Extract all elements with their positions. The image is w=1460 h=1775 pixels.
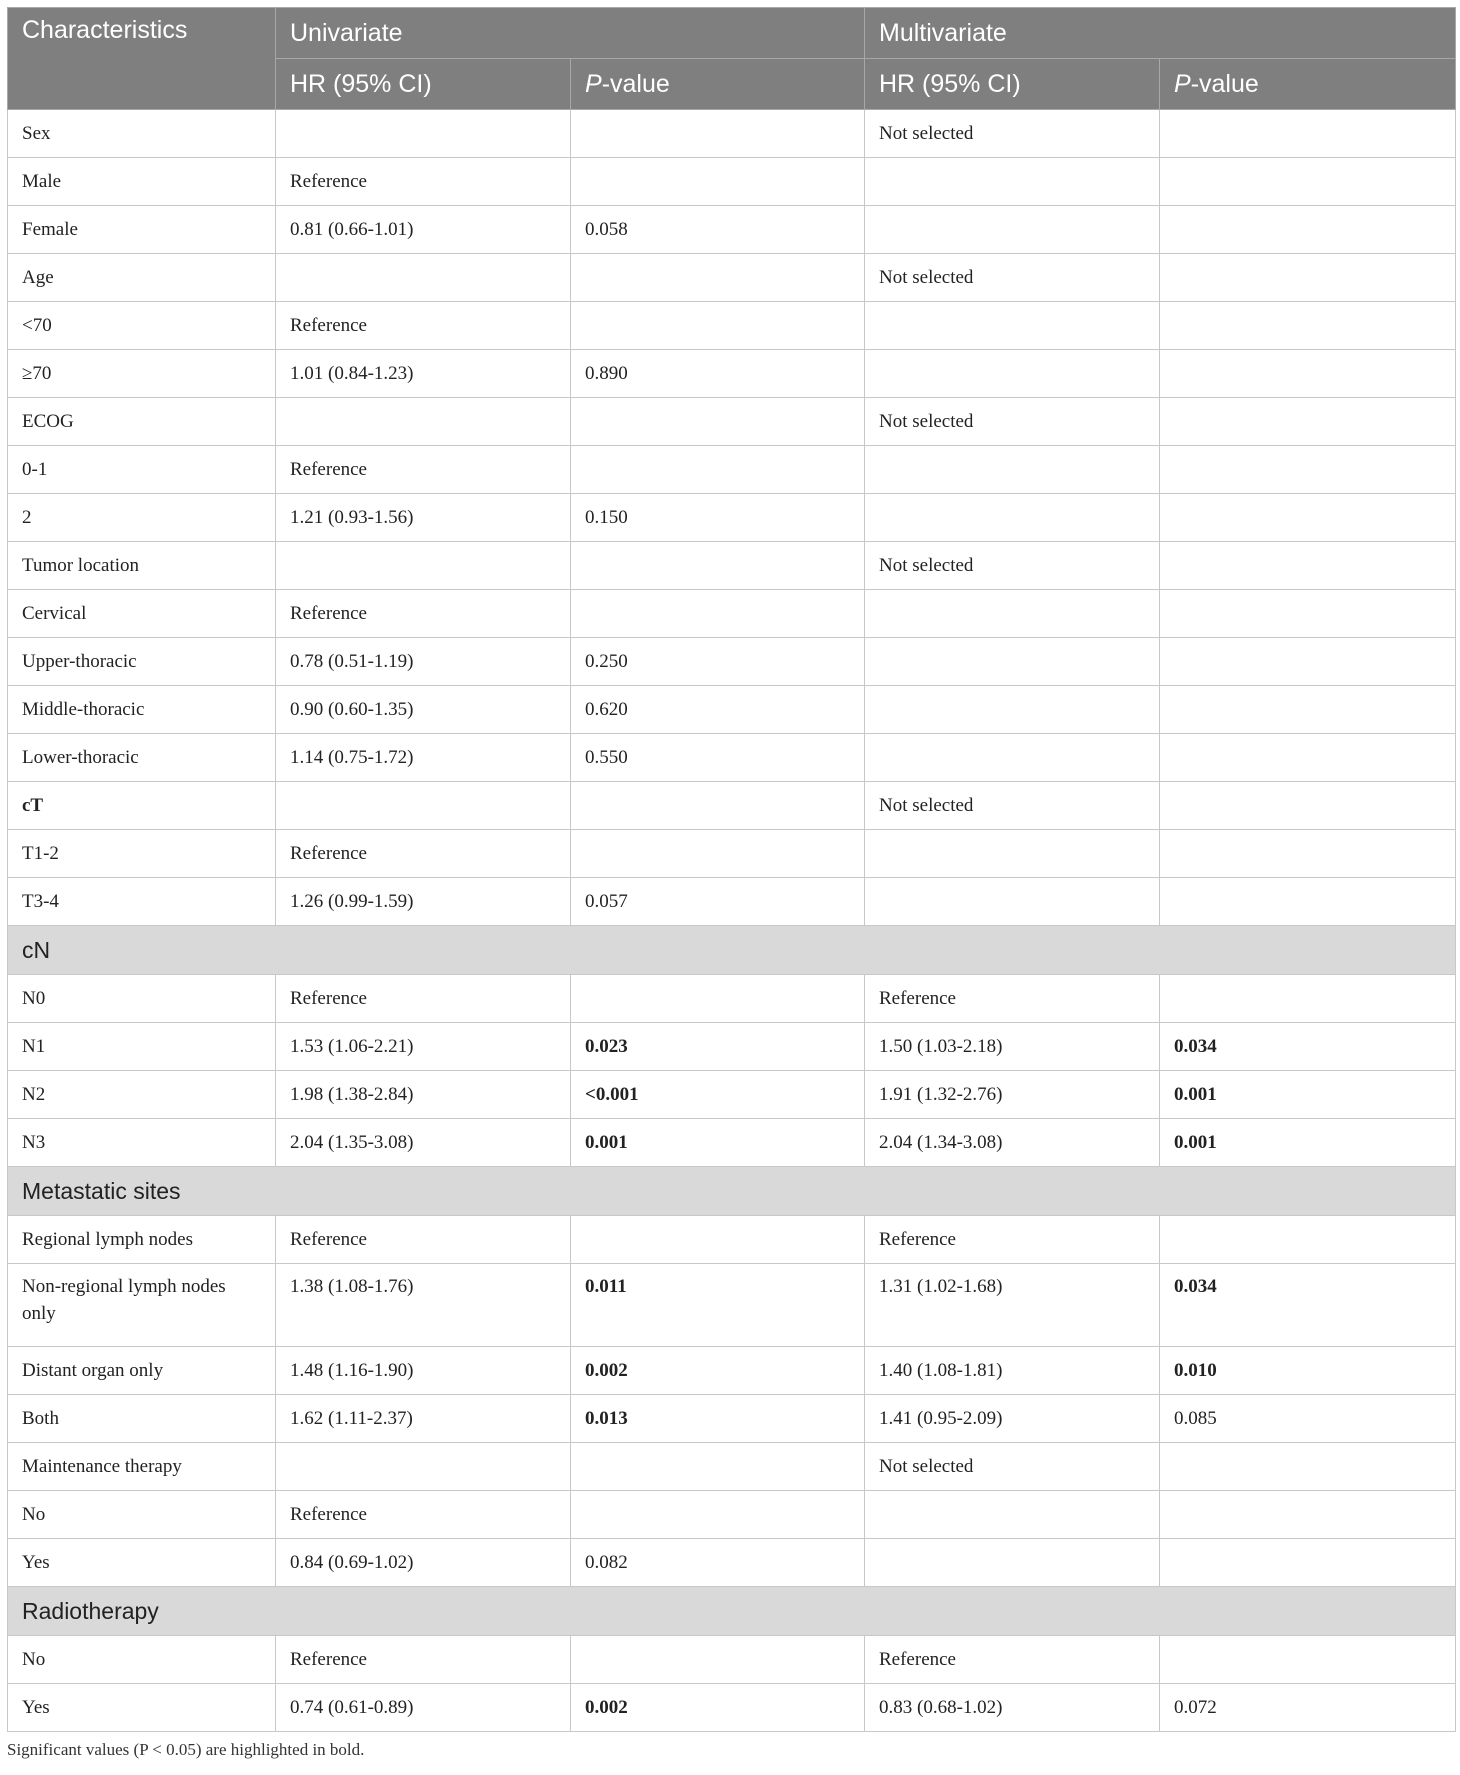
cell-univariate-p: 0.013 [571, 1395, 865, 1443]
header-univariate-hr: HR (95% CI) [276, 59, 571, 110]
cell-multivariate-hr [865, 830, 1160, 878]
section-row [8, 1167, 1456, 1216]
table-row [8, 975, 1456, 1023]
cell-univariate-p: 0.002 [571, 1684, 865, 1732]
cell-multivariate-p [1160, 302, 1456, 350]
cell-univariate-p [571, 830, 865, 878]
cell-univariate-hr: Reference [276, 1491, 571, 1539]
cell-characteristic: Yes [8, 1539, 276, 1587]
cell-multivariate-hr [865, 350, 1160, 398]
cell-characteristic: Non-regional lymph nodes only [8, 1264, 276, 1347]
header-multivariate-p [1160, 59, 1456, 110]
cell-univariate-p: 0.082 [571, 1539, 865, 1587]
table-row [8, 206, 1456, 254]
p-rest: -value [601, 69, 670, 98]
cell-multivariate-hr [865, 1491, 1160, 1539]
cell-characteristic: ≥70 [8, 350, 276, 398]
cell-univariate-p: 0.620 [571, 686, 865, 734]
cell-univariate-hr [276, 254, 571, 302]
cell-characteristic: Yes [8, 1684, 276, 1732]
cell-univariate-hr: 1.62 (1.11-2.37) [276, 1395, 571, 1443]
section-row [8, 926, 1456, 975]
cell-multivariate-hr [865, 494, 1160, 542]
cell-multivariate-p: 0.034 [1160, 1264, 1456, 1347]
cell-univariate-hr [276, 110, 571, 158]
cell-univariate-p: 0.023 [571, 1023, 865, 1071]
cell-multivariate-hr: 1.50 (1.03-2.18) [865, 1023, 1160, 1071]
cell-characteristic: 2 [8, 494, 276, 542]
table-row [8, 638, 1456, 686]
cell-characteristic: N1 [8, 1023, 276, 1071]
cell-characteristic: Male [8, 158, 276, 206]
cell-univariate-hr: 0.78 (0.51-1.19) [276, 638, 571, 686]
cell-multivariate-hr: Not selected [865, 782, 1160, 830]
cell-univariate-p [571, 158, 865, 206]
cell-univariate-hr: Reference [276, 302, 571, 350]
table-row [8, 1539, 1456, 1587]
cell-multivariate-hr [865, 446, 1160, 494]
cell-multivariate-p [1160, 1539, 1456, 1587]
table-row [8, 350, 1456, 398]
table-row [8, 1491, 1456, 1539]
table-row [8, 1216, 1456, 1264]
cell-multivariate-hr [865, 206, 1160, 254]
cell-univariate-hr: 1.53 (1.06-2.21) [276, 1023, 571, 1071]
cell-characteristic: ECOG [8, 398, 276, 446]
cell-univariate-p: <0.001 [571, 1071, 865, 1119]
cell-univariate-p [571, 446, 865, 494]
header-univariate-p [571, 59, 865, 110]
cell-characteristic: T3-4 [8, 878, 276, 926]
cell-characteristic: cT [8, 782, 276, 830]
table-row [8, 1395, 1456, 1443]
table-row [8, 1071, 1456, 1119]
cell-univariate-hr: Reference [276, 975, 571, 1023]
cell-multivariate-p [1160, 686, 1456, 734]
section-row [8, 1587, 1456, 1636]
cell-univariate-p [571, 302, 865, 350]
cell-univariate-p: 0.001 [571, 1119, 865, 1167]
cell-univariate-p: 0.150 [571, 494, 865, 542]
table-row [8, 1636, 1456, 1684]
cell-characteristic: N3 [8, 1119, 276, 1167]
cell-multivariate-p: 0.010 [1160, 1347, 1456, 1395]
table-row [8, 782, 1456, 830]
cell-multivariate-p [1160, 1443, 1456, 1491]
cell-multivariate-p [1160, 590, 1456, 638]
cell-multivariate-p [1160, 494, 1456, 542]
table-body [8, 110, 1456, 1732]
cell-univariate-p [571, 1216, 865, 1264]
cell-multivariate-p: 0.034 [1160, 1023, 1456, 1071]
cell-characteristic: Both [8, 1395, 276, 1443]
cell-univariate-p: 0.002 [571, 1347, 865, 1395]
cell-characteristic: Cervical [8, 590, 276, 638]
cell-characteristic: T1-2 [8, 830, 276, 878]
cell-characteristic: N2 [8, 1071, 276, 1119]
table-row [8, 734, 1456, 782]
table-footnote: Significant values (P < 0.05) are highlighted in bold. [7, 1740, 365, 1759]
cell-univariate-hr: 0.84 (0.69-1.02) [276, 1539, 571, 1587]
cell-multivariate-p [1160, 446, 1456, 494]
cell-univariate-p [571, 590, 865, 638]
cell-univariate-hr: 0.90 (0.60-1.35) [276, 686, 571, 734]
cell-multivariate-hr: 1.41 (0.95-2.09) [865, 1395, 1160, 1443]
table-row [8, 1264, 1456, 1347]
cell-univariate-p: 0.011 [571, 1264, 865, 1347]
cell-multivariate-hr [865, 638, 1160, 686]
section-label: Radiotherapy [8, 1587, 1456, 1636]
cell-characteristic: Female [8, 206, 276, 254]
p-italic: P [585, 69, 602, 98]
cell-univariate-p [571, 1491, 865, 1539]
cell-multivariate-hr: Not selected [865, 542, 1160, 590]
cell-multivariate-hr [865, 590, 1160, 638]
header-univariate: Univariate [276, 8, 865, 59]
cell-multivariate-p [1160, 350, 1456, 398]
cell-multivariate-hr: Reference [865, 1216, 1160, 1264]
cell-multivariate-p [1160, 1491, 1456, 1539]
table-row [8, 158, 1456, 206]
cell-univariate-hr: Reference [276, 1216, 571, 1264]
table-row [8, 878, 1456, 926]
table-row [8, 302, 1456, 350]
cell-multivariate-p: 0.072 [1160, 1684, 1456, 1732]
cell-multivariate-p [1160, 1636, 1456, 1684]
cell-multivariate-hr: Not selected [865, 398, 1160, 446]
table-row [8, 542, 1456, 590]
header-characteristics: Characteristics [8, 8, 276, 110]
cell-univariate-hr: 1.38 (1.08-1.76) [276, 1264, 571, 1347]
cell-characteristic: Lower-thoracic [8, 734, 276, 782]
cell-characteristic: Upper-thoracic [8, 638, 276, 686]
cell-univariate-p [571, 975, 865, 1023]
cell-univariate-p: 0.057 [571, 878, 865, 926]
cell-univariate-hr: 0.81 (0.66-1.01) [276, 206, 571, 254]
cell-characteristic: <70 [8, 302, 276, 350]
cell-multivariate-p [1160, 542, 1456, 590]
table-row [8, 830, 1456, 878]
header-multivariate: Multivariate [865, 8, 1456, 59]
cell-characteristic: 0-1 [8, 446, 276, 494]
cell-characteristic: Sex [8, 110, 276, 158]
cell-univariate-hr [276, 398, 571, 446]
cell-characteristic: No [8, 1491, 276, 1539]
cell-univariate-hr: 1.01 (0.84-1.23) [276, 350, 571, 398]
table-container [7, 7, 1455, 1760]
cell-multivariate-hr: 1.31 (1.02-1.68) [865, 1264, 1160, 1347]
cell-univariate-p [571, 1636, 865, 1684]
cell-characteristic: Tumor location [8, 542, 276, 590]
cell-multivariate-hr: Not selected [865, 1443, 1160, 1491]
cell-multivariate-p [1160, 254, 1456, 302]
cell-multivariate-hr [865, 686, 1160, 734]
cell-univariate-p [571, 254, 865, 302]
cell-multivariate-p [1160, 158, 1456, 206]
cell-univariate-hr: Reference [276, 158, 571, 206]
cell-characteristic: Regional lymph nodes [8, 1216, 276, 1264]
cell-univariate-hr: Reference [276, 590, 571, 638]
cell-univariate-p [571, 398, 865, 446]
cell-multivariate-p [1160, 110, 1456, 158]
table-row [8, 494, 1456, 542]
cell-univariate-hr: Reference [276, 446, 571, 494]
cell-characteristic: Middle-thoracic [8, 686, 276, 734]
section-label: cN [8, 926, 1456, 975]
cell-multivariate-hr [865, 878, 1160, 926]
table-row [8, 590, 1456, 638]
cell-univariate-p: 0.890 [571, 350, 865, 398]
cell-multivariate-p: 0.001 [1160, 1071, 1456, 1119]
cell-multivariate-hr: Not selected [865, 254, 1160, 302]
cell-univariate-p [571, 110, 865, 158]
cell-univariate-hr [276, 542, 571, 590]
cell-multivariate-hr: 2.04 (1.34-3.08) [865, 1119, 1160, 1167]
cell-univariate-hr: Reference [276, 830, 571, 878]
table-row [8, 1347, 1456, 1395]
table-row [8, 1684, 1456, 1732]
table-row [8, 446, 1456, 494]
cell-multivariate-hr [865, 734, 1160, 782]
cell-multivariate-p [1160, 638, 1456, 686]
cell-univariate-hr [276, 782, 571, 830]
table-row [8, 1023, 1456, 1071]
cell-multivariate-p [1160, 782, 1456, 830]
cell-univariate-hr: 1.26 (0.99-1.59) [276, 878, 571, 926]
cell-multivariate-hr [865, 158, 1160, 206]
cell-multivariate-hr: 0.83 (0.68-1.02) [865, 1684, 1160, 1732]
table-row [8, 110, 1456, 158]
cell-multivariate-p [1160, 734, 1456, 782]
cell-univariate-p [571, 782, 865, 830]
cell-multivariate-p [1160, 830, 1456, 878]
p-italic: P [1174, 69, 1191, 98]
cell-multivariate-hr [865, 1539, 1160, 1587]
cell-multivariate-hr [865, 302, 1160, 350]
cell-multivariate-hr: Reference [865, 975, 1160, 1023]
table-row [8, 398, 1456, 446]
cell-multivariate-p [1160, 206, 1456, 254]
cell-univariate-hr: 2.04 (1.35-3.08) [276, 1119, 571, 1167]
cell-univariate-hr [276, 1443, 571, 1491]
table-header [8, 8, 1456, 110]
cell-characteristic: No [8, 1636, 276, 1684]
cell-multivariate-p [1160, 1216, 1456, 1264]
cell-multivariate-p: 0.001 [1160, 1119, 1456, 1167]
header-multivariate-hr: HR (95% CI) [865, 59, 1160, 110]
cell-multivariate-p: 0.085 [1160, 1395, 1456, 1443]
cell-univariate-hr: 0.74 (0.61-0.89) [276, 1684, 571, 1732]
cell-univariate-p [571, 542, 865, 590]
results-table [7, 7, 1456, 1732]
cell-univariate-p: 0.250 [571, 638, 865, 686]
cell-multivariate-hr: Not selected [865, 110, 1160, 158]
cell-univariate-hr: 1.14 (0.75-1.72) [276, 734, 571, 782]
section-label: Metastatic sites [8, 1167, 1456, 1216]
cell-multivariate-hr: 1.40 (1.08-1.81) [865, 1347, 1160, 1395]
cell-univariate-hr: 1.21 (0.93-1.56) [276, 494, 571, 542]
cell-multivariate-p [1160, 975, 1456, 1023]
cell-characteristic: Age [8, 254, 276, 302]
table-row [8, 1443, 1456, 1491]
cell-univariate-p: 0.550 [571, 734, 865, 782]
cell-univariate-p [571, 1443, 865, 1491]
cell-characteristic: Maintenance therapy [8, 1443, 276, 1491]
p-rest: -value [1190, 69, 1259, 98]
cell-characteristic: N0 [8, 975, 276, 1023]
table-row [8, 254, 1456, 302]
cell-multivariate-p [1160, 878, 1456, 926]
table-row [8, 1119, 1456, 1167]
cell-univariate-hr: 1.98 (1.38-2.84) [276, 1071, 571, 1119]
table-row [8, 686, 1456, 734]
cell-univariate-hr: 1.48 (1.16-1.90) [276, 1347, 571, 1395]
cell-univariate-p: 0.058 [571, 206, 865, 254]
cell-multivariate-hr: 1.91 (1.32-2.76) [865, 1071, 1160, 1119]
cell-univariate-hr: Reference [276, 1636, 571, 1684]
cell-characteristic: Distant organ only [8, 1347, 276, 1395]
cell-multivariate-p [1160, 398, 1456, 446]
cell-multivariate-hr: Reference [865, 1636, 1160, 1684]
